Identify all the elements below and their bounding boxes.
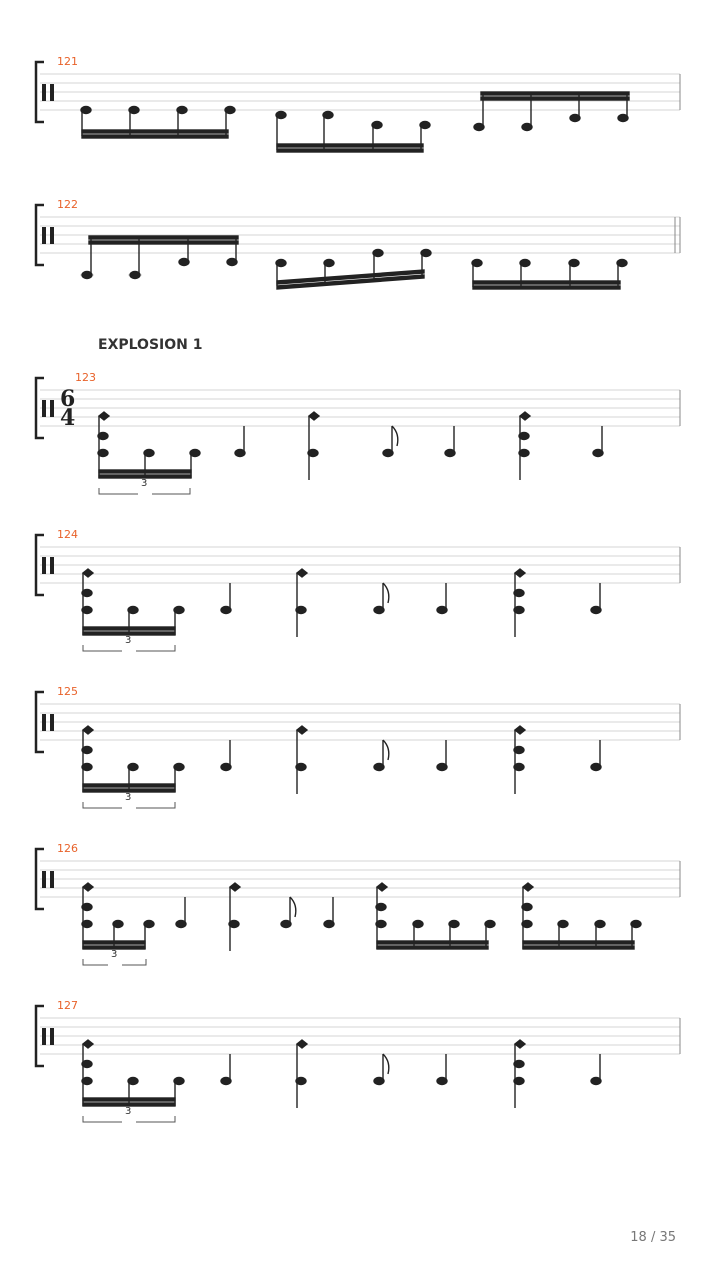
tuplet-number: 3 [141,478,148,489]
notes-group [82,569,601,637]
measure-number: 125 [57,685,78,698]
measure-number: 127 [57,999,78,1012]
system-127 [36,999,680,1122]
system-121 [36,55,680,152]
section-label: EXPLOSION 1 [98,337,203,353]
staff-lines [40,390,680,426]
tuplet-number: 3 [125,635,132,646]
measure-number: 126 [57,842,78,855]
notes-group [82,726,601,794]
notes-group [82,883,641,951]
measure-number: 121 [57,55,78,68]
measure-number: 124 [57,528,78,541]
notes-group [82,1040,601,1108]
tuplet-number: 3 [125,792,132,803]
tuplet-number: 3 [125,1106,132,1117]
staff-lines [40,861,680,897]
time-signature-top: 6 [60,386,76,412]
system-125 [36,685,680,808]
page-number: 18 / 35 [630,1230,676,1245]
system-124 [36,528,680,651]
staff-lines [40,704,680,740]
time-signature-bottom: 4 [60,405,76,431]
measure-number: 122 [57,198,78,211]
system-123 [36,371,680,494]
system-122 [36,198,680,289]
notes-group [98,412,603,480]
staff-lines [40,547,680,583]
staff-lines [40,1018,680,1054]
tuplet-number: 3 [111,949,118,960]
system-126 [36,842,680,965]
measure-number: 123 [75,371,96,384]
staff-lines [40,217,680,253]
